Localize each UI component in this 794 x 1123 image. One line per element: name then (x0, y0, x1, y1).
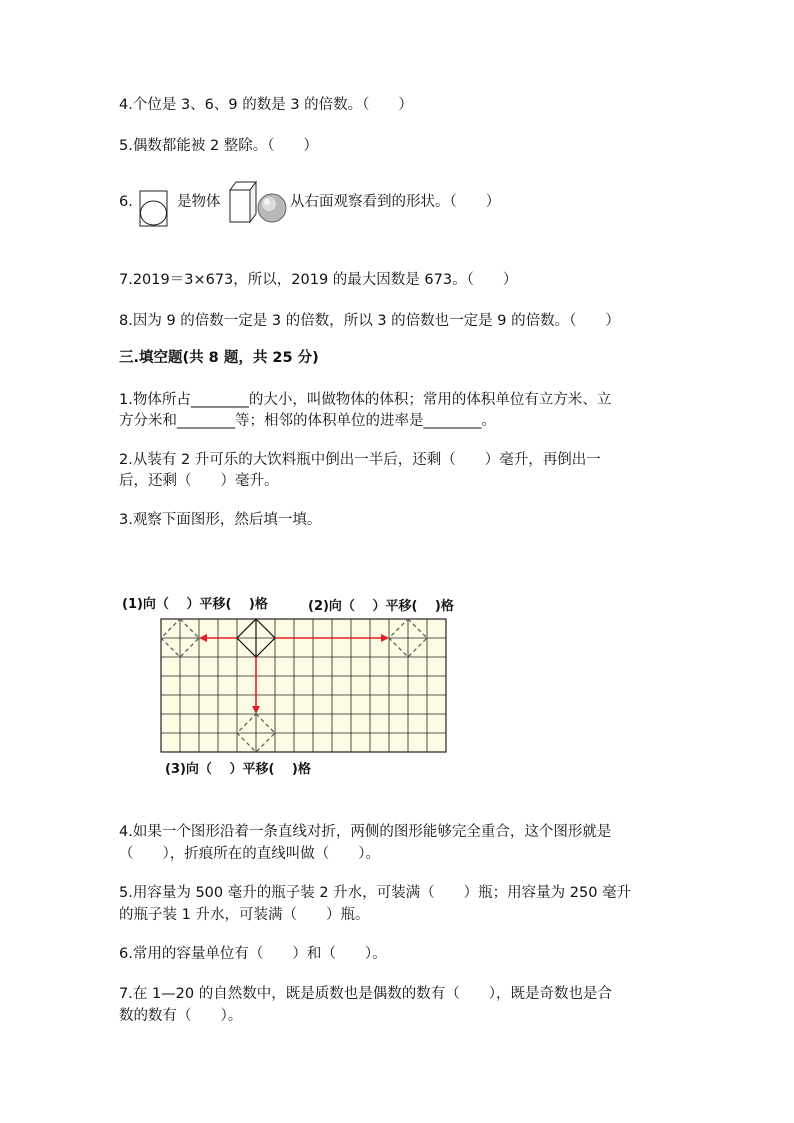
judge-q6-number: 6. (119, 194, 133, 210)
grid-label-2: (2)向（ ）平移( )格 (308, 599, 454, 614)
translation-grid (150, 610, 450, 755)
judge-q6-middle: 是物体 (177, 194, 221, 210)
judge-q5: 5.偶数都能被 2 整除。（ ） (119, 138, 319, 154)
fill-q2-line1: 2.从装有 2 升可乐的大饮料瓶中倒出一半后，还剩（ ）毫升，再倒出一 (119, 452, 601, 468)
judge-q6-tail: 从右面观察看到的形状。（ ） (290, 194, 501, 210)
fill-q2-line2: 后，还剩（ ）毫升。 (119, 473, 279, 489)
fill-q7-line2: 数的数有（ ）。 (119, 1008, 243, 1024)
fill-q4-line1: 4.如果一个图形沿着一条直线对折，两侧的图形能够完全重合，这个图形就是 (119, 824, 612, 840)
fill-q3: 3.观察下面图形，然后填一填。 (119, 512, 322, 528)
grid-label-3: (3)向（ ）平移( )格 (165, 762, 311, 777)
fill-q7-line1: 7.在 1—20 的自然数中，既是质数也是偶数的数有（ ），既是奇数也是合 (119, 986, 612, 1002)
fill-q4-line2: （ ），折痕所在的直线叫做（ ）。 (119, 846, 380, 862)
fill-q6: 6.常用的容量单位有（ ）和（ ）。 (119, 946, 387, 962)
section-title: 三.填空题(共 8 题，共 25 分) (119, 350, 319, 366)
judge-q4: 4.个位是 3、6、9 的数是 3 的倍数。（ ） (119, 97, 413, 113)
fill-q5-line2: 的瓶子装 1 升水，可装满（ ）瓶。 (119, 907, 370, 923)
fill-q1-line1: 1.物体所占________的大小，叫做物体的体积；常用的体积单位有立方米、立 (119, 392, 612, 408)
fill-q5-line1: 5.用容量为 500 毫升的瓶子装 2 升水，可装满（ ）瓶；用容量为 250 毫升 (119, 885, 632, 901)
object-shape (226, 180, 288, 226)
side-view-shape (139, 190, 169, 228)
fill-q1-line2: 方分米和________等；相邻的体积单位的进率是________。 (119, 413, 496, 429)
judge-q8: 8.因为 9 的倍数一定是 3 的倍数，所以 3 的倍数也一定是 9 的倍数。（ ） (119, 313, 620, 329)
grid-label-1: (1)向（ ）平移( )格 (122, 597, 268, 612)
judge-q7: 7.2019＝3×673，所以，2019 的最大因数是 673。（ ） (119, 272, 518, 288)
